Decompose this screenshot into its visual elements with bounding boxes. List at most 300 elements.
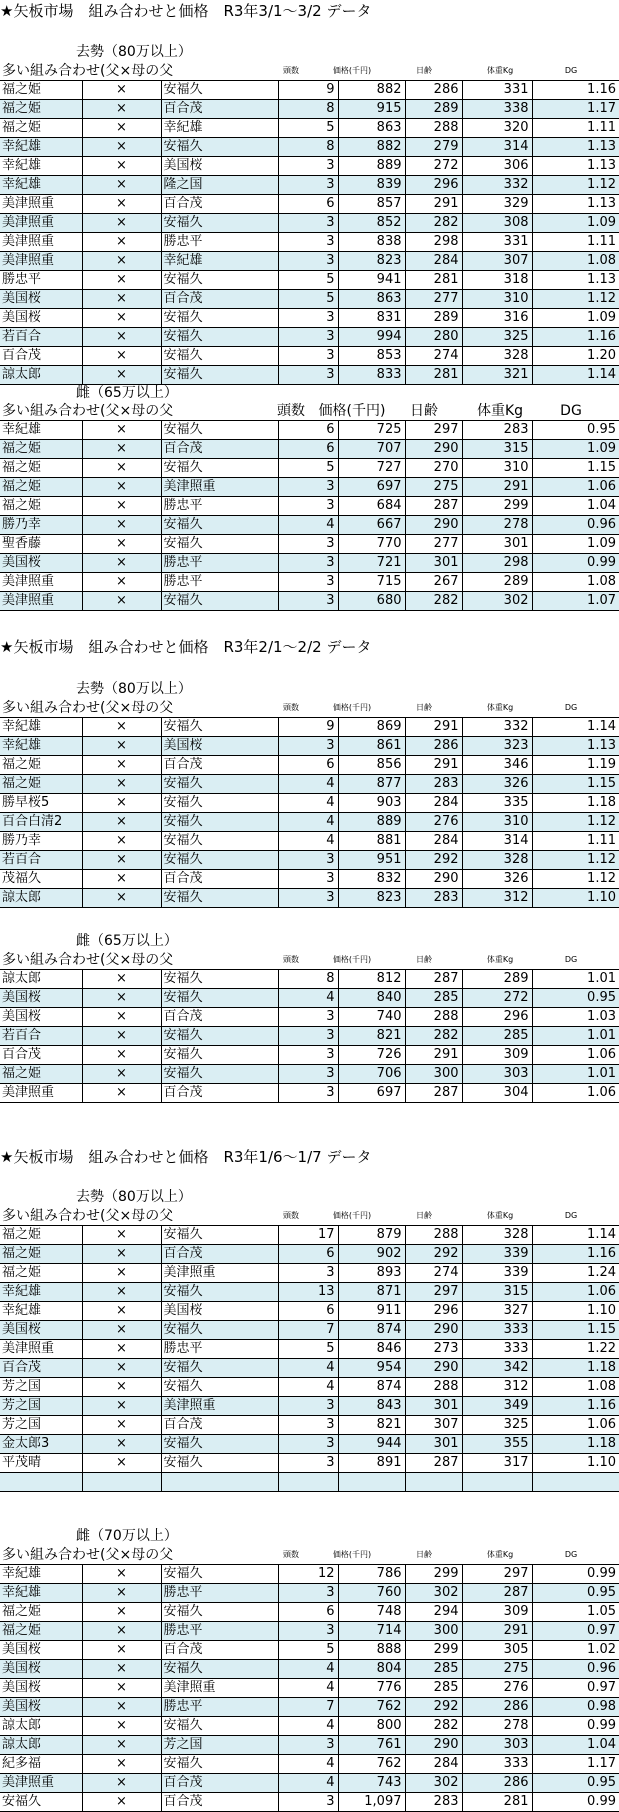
sire-cell: 芳之国 — [0, 1397, 82, 1416]
age-cell: 288 — [405, 1008, 462, 1027]
age-cell: 285 — [405, 1660, 462, 1679]
weight-cell: 331 — [462, 233, 532, 252]
sire-cell: 勝忠平 — [0, 271, 82, 290]
column-header-row — [0, 951, 619, 969]
dg-cell: 1.18 — [532, 1359, 619, 1378]
dam-sire-cell: 美国桜 — [161, 157, 278, 176]
cross-cell: × — [82, 889, 161, 908]
sire-cell: 福之姫 — [0, 440, 82, 459]
age-cell: 290 — [405, 870, 462, 889]
price-cell: 879 — [338, 1226, 405, 1245]
age-cell: 287 — [405, 497, 462, 516]
empty-cell — [405, 1473, 462, 1492]
price-cell: 714 — [338, 1622, 405, 1641]
weight-cell: 312 — [462, 1378, 532, 1397]
dg-cell: 1.15 — [532, 775, 619, 794]
dam-sire-cell: 勝忠平 — [161, 573, 278, 592]
price-cell: 833 — [338, 366, 405, 385]
head-count-cell: 3 — [278, 573, 338, 592]
dg-cell: 1.22 — [532, 1340, 619, 1359]
price-cell: 888 — [338, 1641, 405, 1660]
dam-sire-cell: 勝忠平 — [161, 1584, 278, 1603]
dam-sire-cell: 安福久 — [161, 1717, 278, 1736]
head-count-cell: 3 — [278, 1027, 338, 1046]
dg-cell: 1.08 — [532, 573, 619, 592]
sire-cell: 福之姫 — [0, 1264, 82, 1283]
dg-cell: 0.96 — [532, 1660, 619, 1679]
table-row — [0, 1245, 619, 1264]
weight-cell: 315 — [462, 1283, 532, 1302]
head-count-cell: 12 — [278, 1565, 338, 1584]
head-count-cell: 6 — [278, 195, 338, 214]
column-header: 体重Kg — [486, 955, 514, 964]
weight-cell: 339 — [462, 1264, 532, 1283]
price-cell: 800 — [338, 1717, 405, 1736]
weight-cell: 286 — [462, 1774, 532, 1793]
sire-cell: 福之姫 — [0, 100, 82, 119]
data-table — [0, 1225, 619, 1492]
price-cell: 786 — [338, 1565, 405, 1584]
column-header: 日齢 — [416, 955, 432, 964]
dam-sire-cell: 安福久 — [161, 1603, 278, 1622]
age-cell: 296 — [405, 1302, 462, 1321]
cross-cell: × — [82, 1660, 161, 1679]
weight-cell: 320 — [462, 119, 532, 138]
table-row — [0, 290, 619, 309]
table-row — [0, 989, 619, 1008]
column-header: 体重Kg — [476, 403, 524, 419]
age-cell: 290 — [405, 1321, 462, 1340]
dam-sire-cell: 安福久 — [161, 1046, 278, 1065]
head-count-cell: 4 — [278, 775, 338, 794]
sire-cell: 勝乃幸 — [0, 832, 82, 851]
head-count-cell: 6 — [278, 440, 338, 459]
column-header: 日齢 — [416, 1211, 432, 1220]
head-count-cell: 3 — [278, 1622, 338, 1641]
sire-cell: 幸紀雄 — [0, 176, 82, 195]
dam-sire-cell: 安福久 — [161, 328, 278, 347]
sire-cell: 福之姫 — [0, 478, 82, 497]
sire-cell: 美津照重 — [0, 1084, 82, 1103]
dam-sire-cell: 百合茂 — [161, 1008, 278, 1027]
head-count-cell: 3 — [278, 233, 338, 252]
price-cell: 874 — [338, 1321, 405, 1340]
cross-cell: × — [82, 1793, 161, 1812]
table-row — [0, 1717, 619, 1736]
dam-sire-cell: 安福久 — [161, 309, 278, 328]
head-count-cell: 3 — [278, 478, 338, 497]
weight-cell: 332 — [462, 718, 532, 737]
cross-cell: × — [82, 366, 161, 385]
cross-cell: × — [82, 989, 161, 1008]
table-subtitle: 去勢（80万以上） — [76, 44, 192, 60]
age-cell: 274 — [405, 347, 462, 366]
dg-cell: 0.99 — [532, 1565, 619, 1584]
head-count-cell: 3 — [278, 328, 338, 347]
price-cell: 877 — [338, 775, 405, 794]
cross-cell: × — [82, 1736, 161, 1755]
dam-sire-cell: 安福久 — [161, 1321, 278, 1340]
cross-cell: × — [82, 195, 161, 214]
age-cell: 274 — [405, 1264, 462, 1283]
dam-sire-cell: 安福久 — [161, 775, 278, 794]
dam-sire-cell: 美津照重 — [161, 1397, 278, 1416]
age-cell: 270 — [405, 459, 462, 478]
head-count-cell: 3 — [278, 851, 338, 870]
price-cell: 715 — [338, 573, 405, 592]
sire-cell: 紀多福 — [0, 1755, 82, 1774]
price-cell: 697 — [338, 478, 405, 497]
column-header: DG — [560, 403, 582, 419]
combination-label: 多い組み合わせ(父×母の父 — [2, 63, 174, 79]
age-cell: 301 — [405, 554, 462, 573]
cross-cell: × — [82, 478, 161, 497]
cross-cell: × — [82, 1378, 161, 1397]
weight-cell: 272 — [462, 989, 532, 1008]
cross-cell: × — [82, 535, 161, 554]
age-cell: 287 — [405, 1454, 462, 1473]
cross-cell: × — [82, 718, 161, 737]
dg-cell: 1.06 — [532, 1084, 619, 1103]
table-row — [0, 119, 619, 138]
cross-cell: × — [82, 794, 161, 813]
dg-cell: 1.18 — [532, 794, 619, 813]
sire-cell: 諒太郎 — [0, 366, 82, 385]
head-count-cell: 3 — [278, 1584, 338, 1603]
head-count-cell: 8 — [278, 100, 338, 119]
weight-cell: 335 — [462, 794, 532, 813]
dg-cell: 0.99 — [532, 1717, 619, 1736]
table-row — [0, 535, 619, 554]
table-row — [0, 1622, 619, 1641]
sire-cell: 幸紀雄 — [0, 1283, 82, 1302]
column-header: 価格(千円) — [332, 955, 372, 964]
head-count-cell: 4 — [278, 794, 338, 813]
head-count-cell: 3 — [278, 889, 338, 908]
weight-cell: 306 — [462, 157, 532, 176]
price-cell: 667 — [338, 516, 405, 535]
dg-cell: 1.04 — [532, 1736, 619, 1755]
dg-cell: 1.12 — [532, 870, 619, 889]
column-header: DG — [564, 955, 578, 964]
sire-cell: 百合茂 — [0, 1359, 82, 1378]
cross-cell: × — [82, 1283, 161, 1302]
price-cell: 839 — [338, 176, 405, 195]
head-count-cell: 4 — [278, 1755, 338, 1774]
cross-cell: × — [82, 138, 161, 157]
price-cell: 915 — [338, 100, 405, 119]
cross-cell: × — [82, 100, 161, 119]
table-row — [0, 813, 619, 832]
weight-cell: 303 — [462, 1065, 532, 1084]
dg-cell: 0.99 — [532, 1793, 619, 1812]
table-row — [0, 870, 619, 889]
head-count-cell: 3 — [278, 1416, 338, 1435]
cross-cell: × — [82, 157, 161, 176]
cross-cell: × — [82, 421, 161, 440]
sire-cell: 幸紀雄 — [0, 157, 82, 176]
sire-cell: 安福久 — [0, 1793, 82, 1812]
head-count-cell: 4 — [278, 813, 338, 832]
price-cell: 893 — [338, 1264, 405, 1283]
table-subtitle: 雌（70万以上） — [76, 1528, 178, 1544]
age-cell: 290 — [405, 1736, 462, 1755]
cross-cell: × — [82, 1046, 161, 1065]
age-cell: 297 — [405, 1283, 462, 1302]
weight-cell: 342 — [462, 1359, 532, 1378]
data-table — [0, 717, 619, 908]
head-count-cell: 5 — [278, 271, 338, 290]
column-header: 価格(千円) — [318, 403, 386, 419]
price-cell: 762 — [338, 1698, 405, 1717]
dg-cell: 1.11 — [532, 233, 619, 252]
table-row — [0, 478, 619, 497]
dg-cell: 1.13 — [532, 138, 619, 157]
head-count-cell: 3 — [278, 870, 338, 889]
age-cell: 291 — [405, 1046, 462, 1065]
age-cell: 283 — [405, 775, 462, 794]
sire-cell: 美国桜 — [0, 1698, 82, 1717]
table-row — [0, 459, 619, 478]
head-count-cell: 4 — [278, 1774, 338, 1793]
cross-cell: × — [82, 271, 161, 290]
column-header: 頭数 — [283, 66, 299, 75]
price-cell: 902 — [338, 1245, 405, 1264]
section-title: ★矢板市場 組み合わせと価格 R3年2/1～2/2 データ — [0, 638, 372, 656]
price-cell: 954 — [338, 1359, 405, 1378]
sire-cell: 幸紀雄 — [0, 138, 82, 157]
table-subtitle: 雌（65万以上） — [76, 385, 178, 401]
cross-cell: × — [82, 1321, 161, 1340]
head-count-cell: 3 — [278, 214, 338, 233]
age-cell: 273 — [405, 1340, 462, 1359]
column-header: 日齢 — [416, 1550, 432, 1559]
dg-cell: 0.98 — [532, 1698, 619, 1717]
weight-cell: 310 — [462, 813, 532, 832]
dam-sire-cell: 安福久 — [161, 1283, 278, 1302]
table-row — [0, 195, 619, 214]
head-count-cell: 3 — [278, 535, 338, 554]
dg-cell: 1.01 — [532, 1027, 619, 1046]
dam-sire-cell: 百合茂 — [161, 290, 278, 309]
dam-sire-cell: 勝忠平 — [161, 554, 278, 573]
dg-cell: 1.01 — [532, 970, 619, 989]
dam-sire-cell: 安福久 — [161, 1359, 278, 1378]
head-count-cell: 3 — [278, 157, 338, 176]
column-header-row — [0, 1207, 619, 1225]
sire-cell: 美津照重 — [0, 592, 82, 611]
table-row — [0, 421, 619, 440]
price-cell: 707 — [338, 440, 405, 459]
cross-cell: × — [82, 290, 161, 309]
column-header-row — [0, 402, 619, 420]
head-count-cell: 3 — [278, 252, 338, 271]
head-count-cell: 5 — [278, 1641, 338, 1660]
weight-cell: 281 — [462, 1793, 532, 1812]
head-count-cell: 3 — [278, 1264, 338, 1283]
age-cell: 296 — [405, 176, 462, 195]
sire-cell: 福之姫 — [0, 775, 82, 794]
dg-cell: 1.14 — [532, 366, 619, 385]
sire-cell: 勝早桜5 — [0, 794, 82, 813]
price-cell: 725 — [338, 421, 405, 440]
dam-sire-cell: 幸紀雄 — [161, 119, 278, 138]
weight-cell: 298 — [462, 554, 532, 573]
sire-cell: 平茂晴 — [0, 1454, 82, 1473]
cross-cell: × — [82, 1584, 161, 1603]
dg-cell: 1.16 — [532, 328, 619, 347]
head-count-cell: 4 — [278, 1378, 338, 1397]
dg-cell: 1.17 — [532, 1755, 619, 1774]
weight-cell: 355 — [462, 1435, 532, 1454]
price-cell: 889 — [338, 813, 405, 832]
price-cell: 740 — [338, 1008, 405, 1027]
sire-cell: 金太郎3 — [0, 1435, 82, 1454]
table-row — [0, 718, 619, 737]
table-row — [0, 1660, 619, 1679]
column-header: 価格(千円) — [332, 1211, 372, 1220]
price-cell: 770 — [338, 535, 405, 554]
dg-cell: 1.12 — [532, 290, 619, 309]
table-row — [0, 81, 619, 100]
head-count-cell: 4 — [278, 1359, 338, 1378]
cross-cell: × — [82, 233, 161, 252]
dam-sire-cell: 安福久 — [161, 1378, 278, 1397]
age-cell: 298 — [405, 233, 462, 252]
head-count-cell: 4 — [278, 1660, 338, 1679]
sire-cell: 幸紀雄 — [0, 737, 82, 756]
head-count-cell: 5 — [278, 290, 338, 309]
sire-cell: 美国桜 — [0, 554, 82, 573]
cross-cell: × — [82, 1340, 161, 1359]
weight-cell: 325 — [462, 1416, 532, 1435]
cross-cell: × — [82, 1698, 161, 1717]
dam-sire-cell: 百合茂 — [161, 1084, 278, 1103]
sire-cell: 幸紀雄 — [0, 718, 82, 737]
dg-cell: 1.01 — [532, 1065, 619, 1084]
weight-cell: 286 — [462, 1698, 532, 1717]
head-count-cell: 5 — [278, 1340, 338, 1359]
age-cell: 283 — [405, 889, 462, 908]
head-count-cell: 4 — [278, 1717, 338, 1736]
head-count-cell: 17 — [278, 1226, 338, 1245]
age-cell: 287 — [405, 1084, 462, 1103]
table-row — [0, 1359, 619, 1378]
sire-cell: 福之姫 — [0, 756, 82, 775]
dam-sire-cell: 安福久 — [161, 1435, 278, 1454]
head-count-cell: 9 — [278, 718, 338, 737]
dam-sire-cell: 美津照重 — [161, 478, 278, 497]
dam-sire-cell: 百合茂 — [161, 1774, 278, 1793]
sire-cell: 美津照重 — [0, 214, 82, 233]
weight-cell: 333 — [462, 1340, 532, 1359]
column-header: 体重Kg — [486, 703, 514, 712]
table-row — [0, 497, 619, 516]
cross-cell: × — [82, 813, 161, 832]
price-cell: 804 — [338, 1660, 405, 1679]
age-cell: 297 — [405, 421, 462, 440]
price-cell: 776 — [338, 1679, 405, 1698]
weight-cell: 310 — [462, 290, 532, 309]
dg-cell: 1.24 — [532, 1264, 619, 1283]
cross-cell: × — [82, 832, 161, 851]
dam-sire-cell: 百合茂 — [161, 1245, 278, 1264]
dg-cell: 1.08 — [532, 252, 619, 271]
price-cell: 871 — [338, 1283, 405, 1302]
dam-sire-cell: 安福久 — [161, 794, 278, 813]
table-row — [0, 1416, 619, 1435]
data-table — [0, 1564, 619, 1812]
price-cell: 760 — [338, 1584, 405, 1603]
table-row — [0, 1565, 619, 1584]
price-cell: 856 — [338, 756, 405, 775]
weight-cell: 304 — [462, 1084, 532, 1103]
age-cell: 301 — [405, 1397, 462, 1416]
price-cell: 684 — [338, 497, 405, 516]
price-cell: 832 — [338, 870, 405, 889]
age-cell: 288 — [405, 1226, 462, 1245]
dam-sire-cell: 百合茂 — [161, 195, 278, 214]
column-header: 価格(千円) — [332, 703, 372, 712]
cross-cell: × — [82, 328, 161, 347]
dg-cell: 1.11 — [532, 832, 619, 851]
sire-cell: 美国桜 — [0, 1008, 82, 1027]
dam-sire-cell: 安福久 — [161, 214, 278, 233]
sire-cell: 福之姫 — [0, 1226, 82, 1245]
table-row — [0, 1046, 619, 1065]
age-cell: 292 — [405, 1245, 462, 1264]
age-cell: 277 — [405, 535, 462, 554]
price-cell: 891 — [338, 1454, 405, 1473]
weight-cell: 349 — [462, 1397, 532, 1416]
dam-sire-cell: 安福久 — [161, 851, 278, 870]
head-count-cell: 4 — [278, 516, 338, 535]
weight-cell: 332 — [462, 176, 532, 195]
sire-cell: 美津照重 — [0, 233, 82, 252]
dam-sire-cell: 安福久 — [161, 271, 278, 290]
combination-label: 多い組み合わせ(父×母の父 — [2, 1208, 174, 1224]
head-count-cell: 3 — [278, 1046, 338, 1065]
weight-cell: 328 — [462, 1226, 532, 1245]
table-row — [0, 1755, 619, 1774]
sire-cell: 芳之国 — [0, 1378, 82, 1397]
price-cell: 831 — [338, 309, 405, 328]
sire-cell: 百合茂 — [0, 1046, 82, 1065]
weight-cell: 299 — [462, 497, 532, 516]
empty-cell — [338, 1473, 405, 1492]
dg-cell: 1.09 — [532, 214, 619, 233]
combination-label: 多い組み合わせ(父×母の父 — [2, 952, 174, 968]
cross-cell: × — [82, 1454, 161, 1473]
price-cell: 903 — [338, 794, 405, 813]
data-table — [0, 80, 619, 385]
table-row — [0, 100, 619, 119]
sire-cell: 若百合 — [0, 851, 82, 870]
weight-cell: 318 — [462, 271, 532, 290]
sire-cell: 芳之国 — [0, 1416, 82, 1435]
dam-sire-cell: 安福久 — [161, 81, 278, 100]
table-row — [0, 554, 619, 573]
column-header: 体重Kg — [486, 66, 514, 75]
age-cell: 267 — [405, 573, 462, 592]
price-cell: 853 — [338, 347, 405, 366]
weight-cell: 302 — [462, 592, 532, 611]
age-cell: 289 — [405, 309, 462, 328]
price-cell: 846 — [338, 1340, 405, 1359]
table-row — [0, 1793, 619, 1812]
column-header: 日齢 — [410, 403, 438, 419]
dam-sire-cell: 安福久 — [161, 516, 278, 535]
